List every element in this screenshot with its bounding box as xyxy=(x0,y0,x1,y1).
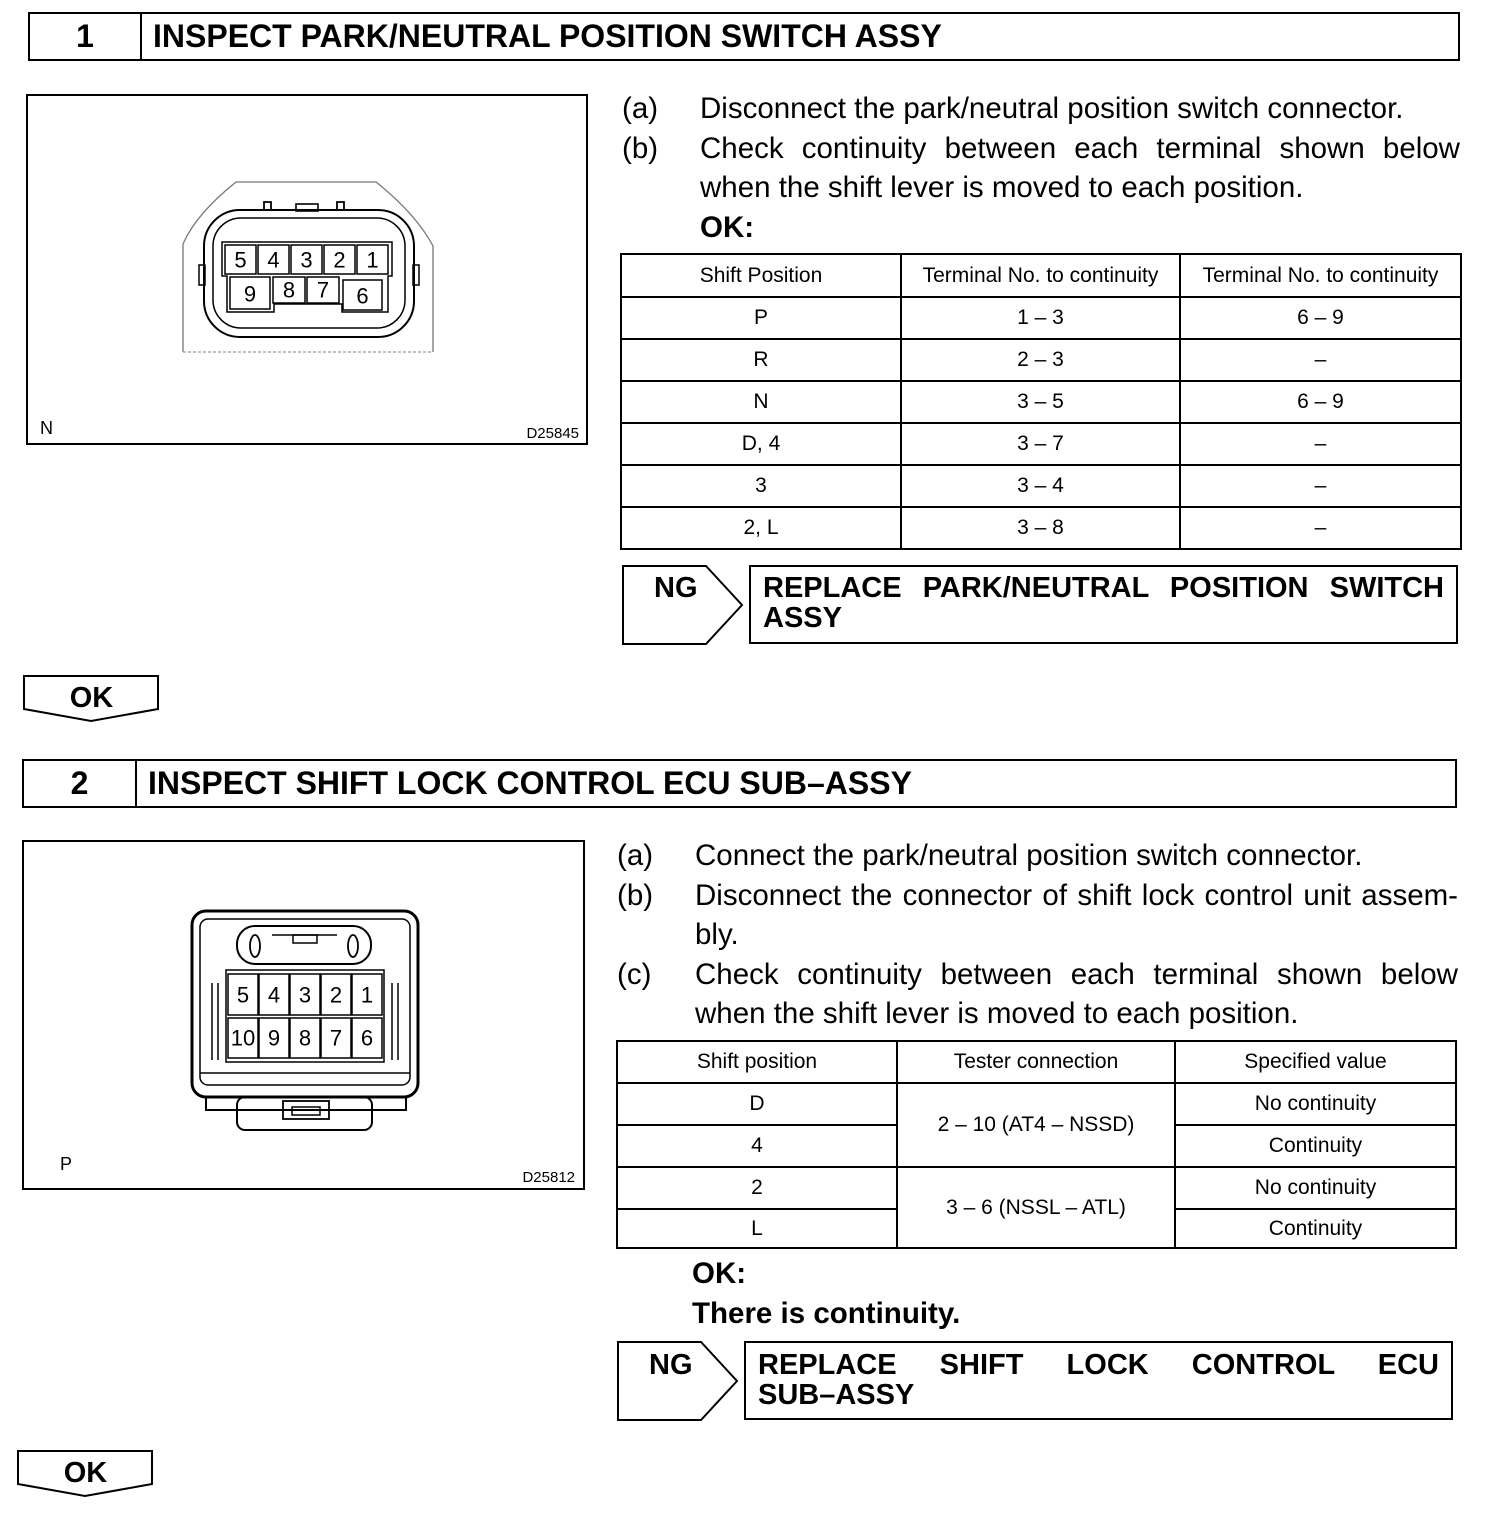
ok-condition: There is continuity. xyxy=(692,1296,961,1330)
step-text: bly. xyxy=(695,918,739,951)
table-cell: L xyxy=(617,1209,897,1248)
table-header-cell: Shift position xyxy=(617,1041,897,1083)
connector-pin xyxy=(290,1018,320,1058)
ng-arrow xyxy=(622,565,744,646)
section-1-header xyxy=(28,12,1460,61)
connector-pin xyxy=(259,1018,289,1058)
svg-text:4: 4 xyxy=(267,982,281,1008)
ng-action-box xyxy=(749,565,1458,644)
figure-id: D25812 xyxy=(522,1169,575,1186)
table-cell: – xyxy=(1180,423,1461,465)
table-cell: 3 – 7 xyxy=(901,423,1180,465)
table-header-cell: Terminal No. to continuity xyxy=(901,254,1180,297)
connector-pin xyxy=(352,974,382,1015)
ng-action-text: SUB–ASSY xyxy=(758,1379,915,1411)
connector-latch-hole-right xyxy=(348,935,358,957)
svg-text:3: 3 xyxy=(298,982,312,1008)
ng-label: NG xyxy=(654,572,698,604)
table-row xyxy=(621,423,1461,465)
svg-text:9: 9 xyxy=(243,281,257,307)
step xyxy=(617,836,1458,876)
step-label: (a) xyxy=(622,92,659,125)
table-header-cell: Tester connection xyxy=(897,1041,1175,1083)
table-row xyxy=(617,1167,1456,1209)
table-row xyxy=(621,507,1461,549)
connector-pin xyxy=(258,245,289,274)
connector-figure-2 xyxy=(22,840,585,1190)
connector-latch-slot xyxy=(293,935,317,943)
table-cell: N xyxy=(621,381,901,423)
table-cell: 1 – 3 xyxy=(901,297,1180,339)
table-cell: 4 xyxy=(617,1125,897,1167)
svg-text:5: 5 xyxy=(234,247,247,273)
table-header-cell: Terminal No. to continuity xyxy=(1180,254,1461,297)
ng-action-text: REPLACE SHIFT LOCK CONTROL ECU xyxy=(758,1349,1439,1381)
table-cell-merged: 3 – 6 (NSSL – ATL) xyxy=(897,1167,1175,1248)
table-cell: Continuity xyxy=(1175,1209,1456,1248)
figure-view-label: P xyxy=(60,1154,73,1174)
step xyxy=(622,129,1460,208)
table-cell: – xyxy=(1180,507,1461,549)
step-label: (b) xyxy=(617,878,654,912)
table-cell: Continuity xyxy=(1175,1125,1456,1167)
table-cell: R xyxy=(621,339,901,381)
svg-text:10: 10 xyxy=(230,1025,256,1051)
step-text: Disconnect the park/neutral position switch connector. xyxy=(700,92,1404,125)
ok-arrow-label: OK xyxy=(69,682,114,714)
table-row xyxy=(617,1083,1456,1125)
figure-id: D25845 xyxy=(526,425,579,442)
connector-pin xyxy=(291,245,322,274)
step-text: Check continuity between each terminal shown below xyxy=(695,957,1458,991)
ng-action-text: ASSY xyxy=(763,602,842,634)
connector-pin xyxy=(324,245,355,274)
svg-text:4: 4 xyxy=(267,247,280,273)
table-cell: 2 – 3 xyxy=(901,339,1180,381)
ng-action-box xyxy=(744,1341,1453,1420)
figure-view-label: N xyxy=(40,418,53,438)
step xyxy=(617,955,1458,1034)
connector-pin xyxy=(230,277,270,309)
ok-arrow xyxy=(23,675,160,723)
shift-lock-ecu-connector-drawing xyxy=(24,842,583,1188)
table-cell: P xyxy=(621,297,901,339)
ng-action-text: REPLACE PARK/NEUTRAL POSITION SWITCH xyxy=(763,572,1444,604)
connector-bottom-tab xyxy=(237,1097,372,1130)
table-row xyxy=(621,381,1461,423)
connector-pin xyxy=(228,1018,258,1058)
ok-label: OK: xyxy=(700,210,755,244)
table-row xyxy=(621,297,1461,339)
ok-label: OK: xyxy=(692,1257,747,1290)
connector-pin xyxy=(343,280,382,310)
table-cell: – xyxy=(1180,465,1461,507)
table-row xyxy=(621,465,1461,507)
table-cell: 2, L xyxy=(621,507,901,549)
step-label: (a) xyxy=(617,839,654,872)
svg-text:3: 3 xyxy=(300,247,313,273)
connector-pin xyxy=(259,974,289,1015)
table-header-cell: Specified value xyxy=(1175,1041,1456,1083)
step-text: Disconnect the connector of shift lock control unit assem- xyxy=(695,878,1458,912)
table-cell: No continuity xyxy=(1175,1167,1456,1209)
step xyxy=(617,876,1458,955)
table-cell: 6 – 9 xyxy=(1180,381,1461,423)
connector-latch xyxy=(237,926,371,964)
table-cell: D, 4 xyxy=(621,423,901,465)
connector-pin xyxy=(228,974,258,1015)
svg-text:2: 2 xyxy=(329,982,343,1008)
ng-arrow xyxy=(617,1341,739,1422)
svg-text:1: 1 xyxy=(366,247,379,273)
connector-latch-hole-left xyxy=(250,935,260,957)
section-2-steps xyxy=(617,836,1458,1034)
table-header-row xyxy=(617,1041,1456,1083)
ng-label: NG xyxy=(649,1349,693,1381)
svg-text:8: 8 xyxy=(298,1025,312,1051)
table-row xyxy=(621,339,1461,381)
section-2-header xyxy=(22,759,1457,808)
connector-pin xyxy=(307,277,339,303)
svg-text:8: 8 xyxy=(282,277,296,303)
connector-pin xyxy=(273,277,305,303)
table-cell: 3 xyxy=(621,465,901,507)
connector-pin xyxy=(321,974,351,1015)
svg-text:5: 5 xyxy=(236,982,250,1008)
section-1-title: INSPECT PARK/NEUTRAL POSITION SWITCH ASSY xyxy=(153,18,942,54)
svg-text:7: 7 xyxy=(329,1025,343,1051)
ok-arrow-label: OK xyxy=(63,1457,108,1489)
svg-text:9: 9 xyxy=(267,1025,281,1051)
table-cell: 3 – 4 xyxy=(901,465,1180,507)
table-cell: 2 xyxy=(617,1167,897,1209)
table-cell: 6 – 9 xyxy=(1180,297,1461,339)
section-1-number: 1 xyxy=(30,14,142,59)
shift-lock-test-table xyxy=(616,1040,1457,1249)
step-text: when the shift lever is moved to each position. xyxy=(695,997,1299,1030)
connector-pin xyxy=(225,245,256,274)
svg-text:6: 6 xyxy=(360,1025,374,1051)
svg-text:2: 2 xyxy=(333,247,346,273)
connector-figure-1 xyxy=(26,94,588,445)
table-cell: 3 – 5 xyxy=(901,381,1180,423)
connector-pin xyxy=(352,1018,382,1058)
step-text: Check continuity between each terminal shown below xyxy=(700,131,1460,165)
table-cell: 3 – 8 xyxy=(901,507,1180,549)
step-text: when the shift lever is moved to each position. xyxy=(700,171,1304,204)
section-2-title: INSPECT SHIFT LOCK CONTROL ECU SUB–ASSY xyxy=(148,765,912,801)
table-cell-merged: 2 – 10 (AT4 – NSSD) xyxy=(897,1083,1175,1167)
section-2-number: 2 xyxy=(24,761,137,806)
continuity-table xyxy=(620,253,1462,550)
table-cell: No continuity xyxy=(1175,1083,1456,1125)
connector-top-tab xyxy=(264,202,344,210)
park-neutral-switch-connector-drawing xyxy=(28,96,586,443)
table-header-cell: Shift Position xyxy=(621,254,901,297)
ok-arrow xyxy=(17,1450,154,1498)
svg-text:1: 1 xyxy=(360,982,374,1008)
step-text: Connect the park/neutral position switch connector. xyxy=(695,839,1363,872)
table-cell: D xyxy=(617,1083,897,1125)
section-1-steps xyxy=(622,89,1460,247)
section-2-ok-criteria xyxy=(692,1254,960,1333)
connector-pin xyxy=(290,974,320,1015)
connector-pin xyxy=(357,245,388,274)
svg-text:7: 7 xyxy=(316,277,330,303)
table-header-row xyxy=(621,254,1461,297)
step xyxy=(622,89,1460,129)
table-cell: – xyxy=(1180,339,1461,381)
step-label: (b) xyxy=(622,131,659,165)
ok-criteria xyxy=(622,208,1460,248)
step-label: (c) xyxy=(617,957,652,991)
svg-text:6: 6 xyxy=(356,283,369,309)
connector-pin xyxy=(321,1018,351,1058)
